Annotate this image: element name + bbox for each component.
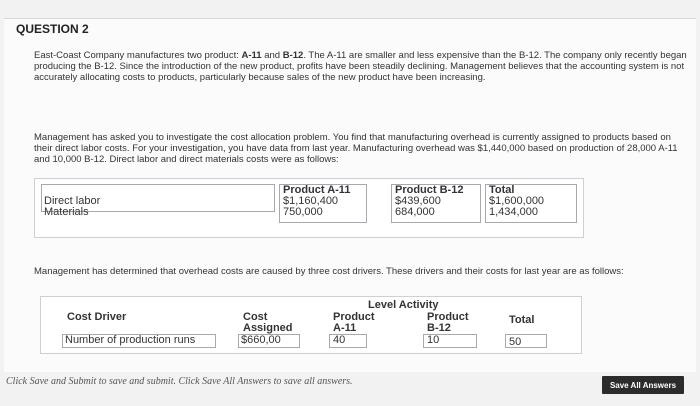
direct-labor-total: $1,600,000: [489, 195, 545, 207]
question-paragraph-2: Management has asked you to investigate the cost allocation problem. You find that manufacturing overhead is currently assigned to products based on their direct labor costs. For your investigation, you have data from last year. Manufacturing overhead was $1,440,000 based on production of 28,000 A-11 and 10,000 B-12. Direct labor and direct materials costs were as follows:: [34, 132, 678, 165]
header-cost-assigned-line1: Cost: [243, 311, 268, 323]
production-runs-total: 50: [509, 336, 522, 348]
header-product-a11: Product A-11: [283, 184, 351, 196]
header-cost-assigned-line2: Assigned: [243, 322, 293, 334]
question-paragraph-3: Management has determined that overhead costs are caused by three cost drivers. These drivers and their costs for last year are as follows:: [34, 266, 624, 277]
header-product-a11-line1: Product: [333, 311, 375, 323]
header-product-b12-line2: B-12: [427, 322, 451, 334]
cost-table: [34, 178, 584, 238]
product-b12-label: B-12: [282, 50, 304, 61]
production-runs-cost: $660,00: [241, 334, 281, 346]
header-level-activity: Level Activity: [368, 299, 439, 311]
header-total: Total: [489, 184, 515, 196]
materials-a11: 750,000: [283, 206, 323, 218]
paragraph-text: and: [261, 50, 283, 61]
header-total: Total: [509, 314, 535, 326]
row-label-direct-labor: Direct labor: [44, 195, 101, 207]
production-runs-a11: 40: [333, 334, 346, 346]
footer-instruction: Click Save and Submit to save and submit. Click Save All Answers to save all answers.: [6, 376, 353, 387]
header-cost-driver: Cost Driver: [67, 311, 127, 323]
paragraph-text: . The A-11 are smaller and less expensive than the B-12. The company only recently began producing the B-12. Since the introduction of the new product, profits have been steadily declining. Management believes that the accounting system is not accurately allocating costs to products, particularly because sales of the new product have been increasing.: [34, 50, 687, 83]
header-product-b12-line1: Product: [427, 311, 469, 323]
question-paragraph-1: [34, 50, 688, 83]
production-runs-b12: 10: [427, 334, 440, 346]
product-a11-label: A-11: [241, 50, 262, 61]
header-product-a11-line2: A-11: [333, 322, 357, 334]
materials-b12: 684,000: [395, 206, 435, 218]
driver-production-runs: Number of production runs: [65, 334, 196, 346]
materials-total: 1,434,000: [489, 206, 538, 218]
save-all-answers-button[interactable]: Save All Answers: [602, 376, 684, 394]
direct-labor-b12: $439,600: [395, 195, 441, 207]
cost-driver-table: [40, 296, 582, 354]
paragraph-text: East-Coast Company manufactures two product:: [34, 50, 242, 61]
question-title: QUESTION 2: [16, 22, 89, 36]
row-label-materials: Materials: [44, 206, 89, 218]
header-product-b12: Product B-12: [395, 184, 464, 196]
direct-labor-a11: $1,160,400: [283, 195, 339, 207]
